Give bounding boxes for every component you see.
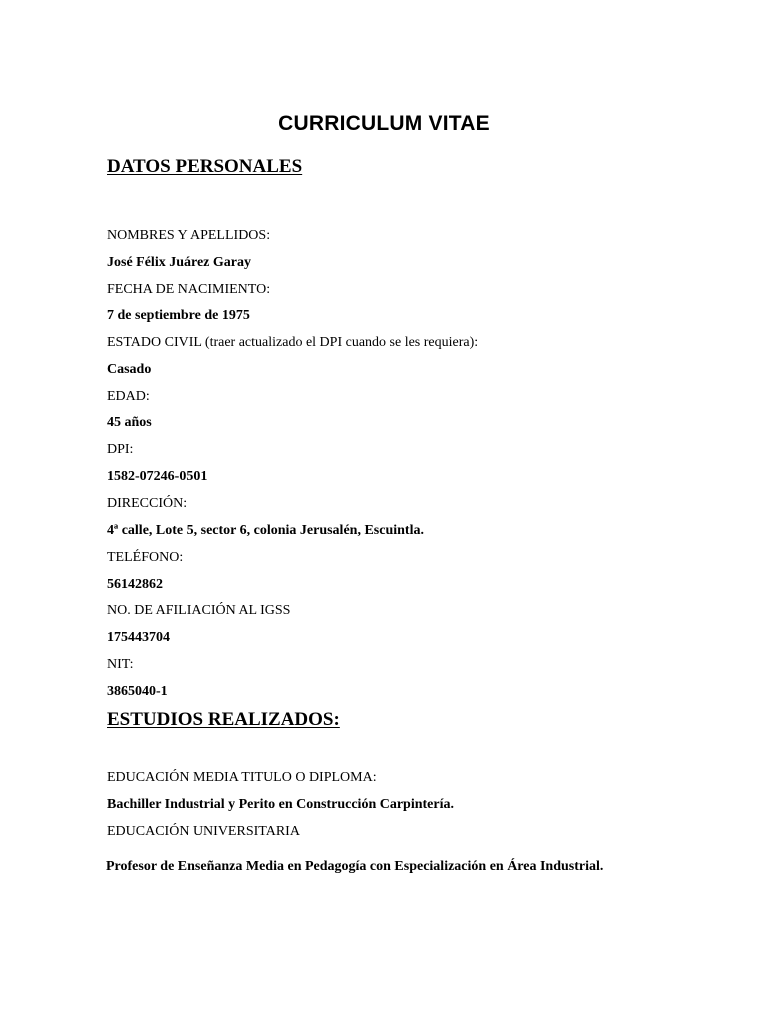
dpi-label: DPI: — [107, 442, 134, 457]
age-value: 45 años — [107, 415, 152, 430]
civil-status-label: ESTADO CIVIL (traer actualizado el DPI cuando se les requiera): — [107, 335, 479, 350]
phone-value: 56142862 — [107, 577, 163, 592]
dpi-value: 1582-07246-0501 — [107, 469, 208, 484]
igss-label: NO. DE AFILIACIÓN AL IGSS — [107, 603, 291, 618]
personal-data-heading: DATOS PERSONALES — [107, 156, 303, 177]
studies-heading: ESTUDIOS REALIZADOS: — [107, 709, 340, 730]
secondary-education-label: EDUCACIÓN MEDIA TITULO O DIPLOMA: — [107, 770, 377, 785]
nit-value: 3865040-1 — [107, 684, 168, 699]
university-education-value: Profesor de Enseñanza Media en Pedagogía con Especialización en Área Industrial. — [106, 859, 604, 874]
birthdate-value: 7 de septiembre de 1975 — [107, 308, 250, 323]
nit-label: NIT: — [107, 657, 134, 672]
birthdate-label: FECHA DE NACIMIENTO: — [107, 282, 271, 297]
address-label: DIRECCIÓN: — [107, 496, 188, 511]
igss-value: 175443704 — [107, 630, 170, 645]
secondary-education-value: Bachiller Industrial y Perito en Construcción Carpintería. — [107, 797, 454, 812]
document-title: CURRICULUM VITAE — [278, 112, 490, 135]
age-label: EDAD: — [107, 389, 150, 404]
names-label: NOMBRES Y APELLIDOS: — [107, 228, 271, 243]
phone-label: TELÉFONO: — [107, 550, 184, 565]
civil-status-value: Casado — [107, 362, 152, 377]
address-value: 4ª calle, Lote 5, sector 6, colonia Jerusalén, Escuintla. — [107, 523, 424, 538]
university-education-label: EDUCACIÓN UNIVERSITARIA — [107, 824, 300, 839]
names-value: José Félix Juárez Garay — [107, 255, 251, 270]
